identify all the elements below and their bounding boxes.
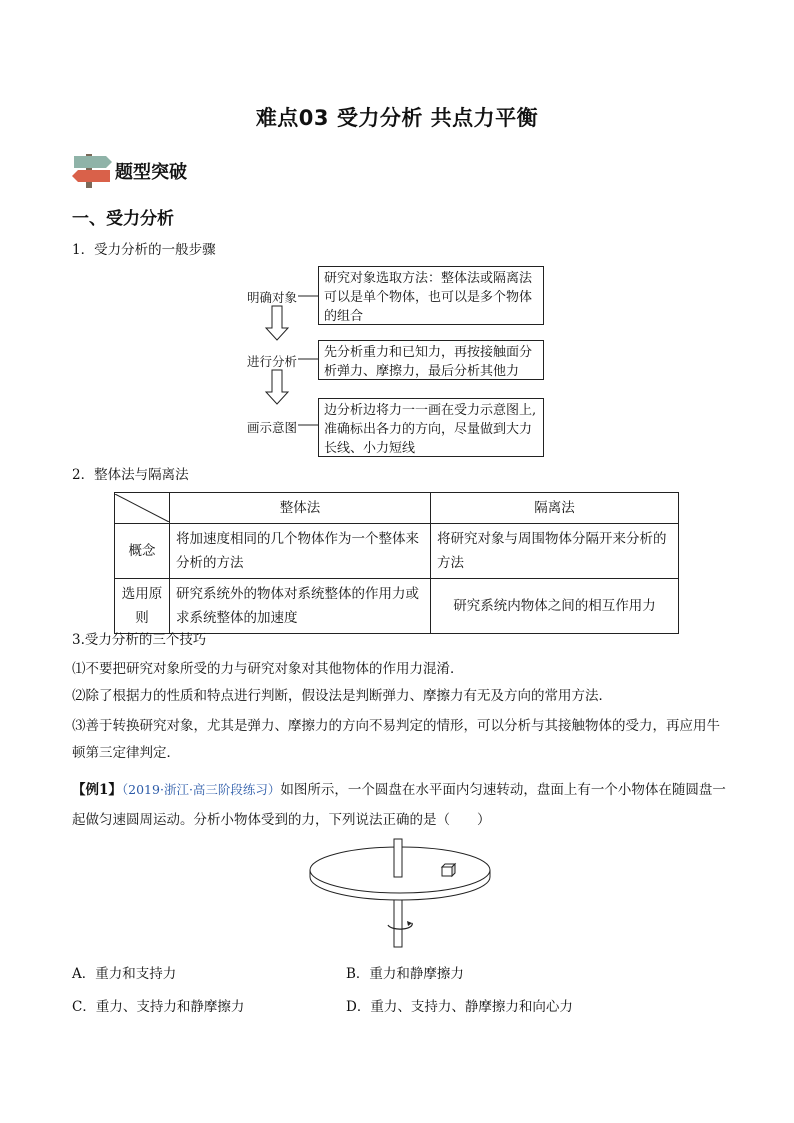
flow-arrows xyxy=(240,266,320,461)
table-header: 隔离法 xyxy=(431,493,679,524)
row-label: 概念 xyxy=(115,524,170,579)
option-c: C．重力、支持力和静摩擦力 xyxy=(72,999,245,1015)
table-row xyxy=(115,524,679,579)
tip-item: ⑵除了根据力的性质和特点进行判断，假设法是判断弹力、摩擦力有无及方向的常用方法． xyxy=(72,688,612,704)
section-heading: 一、受力分析 xyxy=(72,209,174,229)
table-cell: 研究系统内物体之间的相互作用力 xyxy=(431,579,679,634)
section-badge: 题型突破 xyxy=(115,162,187,183)
table-cell: 将加速度相同的几个物体作为一个整体来分析的方法 xyxy=(170,524,431,579)
item-heading-2: 2．整体法与隔离法 xyxy=(72,467,189,483)
option-a: A．重力和支持力 xyxy=(72,966,177,982)
step-label: 画示意图 xyxy=(247,420,298,435)
item-heading-1: 1．受力分析的一般步骤 xyxy=(72,242,216,258)
step-label: 明确对象 xyxy=(247,290,298,305)
comparison-table xyxy=(114,492,679,634)
table-cell: 将研究对象与周围物体分隔开来分析的方法 xyxy=(431,524,679,579)
example-text: 如图所示，一个圆盘在水平面内匀速转动，盘面上有一个小物体在随圆盘一起做匀速圆周运动。分析小物体受到的力，下列说法正确的是（ ） xyxy=(72,782,726,828)
rotating-disk-figure xyxy=(300,835,500,955)
step-box: 边分析边将力一一画在受力示意图上,准确标出各力的方向，尽量做到大力长线、小力短线 xyxy=(318,398,544,457)
option-d: D．重力、支持力、静摩擦力和向心力 xyxy=(346,999,573,1015)
example-question xyxy=(72,775,732,835)
table-row xyxy=(115,579,679,634)
table-cell: 研究系统外的物体对系统整体的作用力或求系统整体的加速度 xyxy=(170,579,431,634)
tip-item: ⑴不要把研究对象所受的力与研究对象对其他物体的作用力混淆． xyxy=(72,661,464,677)
table-header: 整体法 xyxy=(170,493,431,524)
item-heading-3: 3.受力分析的三个技巧 xyxy=(72,632,207,648)
diagonal-line xyxy=(115,494,169,522)
row-label: 选用原则 xyxy=(115,579,170,634)
table-row xyxy=(115,493,679,524)
example-source: （2019·浙江·高三阶段练习） xyxy=(121,782,281,797)
step-label: 进行分析 xyxy=(247,354,298,369)
example-tag: 【例1】 xyxy=(72,782,122,798)
page-title: 难点03 受力分析 共点力平衡 xyxy=(255,106,539,130)
table-corner xyxy=(115,493,170,524)
step-box: 先分析重力和已知力，再按接触面分析弹力、摩擦力，最后分析其他力 xyxy=(318,340,544,380)
option-b: B．重力和静摩擦力 xyxy=(346,966,464,982)
step-box: 研究对象选取方法：整体法或隔离法可以是单个物体，也可以是多个物体的组合 xyxy=(318,266,544,325)
tip-item: ⑶善于转换研究对象，尤其是弹力、摩擦力的方向不易判定的情形，可以分析与其接触物体的受力，再应用牛顿第三定律判定． xyxy=(72,718,720,761)
